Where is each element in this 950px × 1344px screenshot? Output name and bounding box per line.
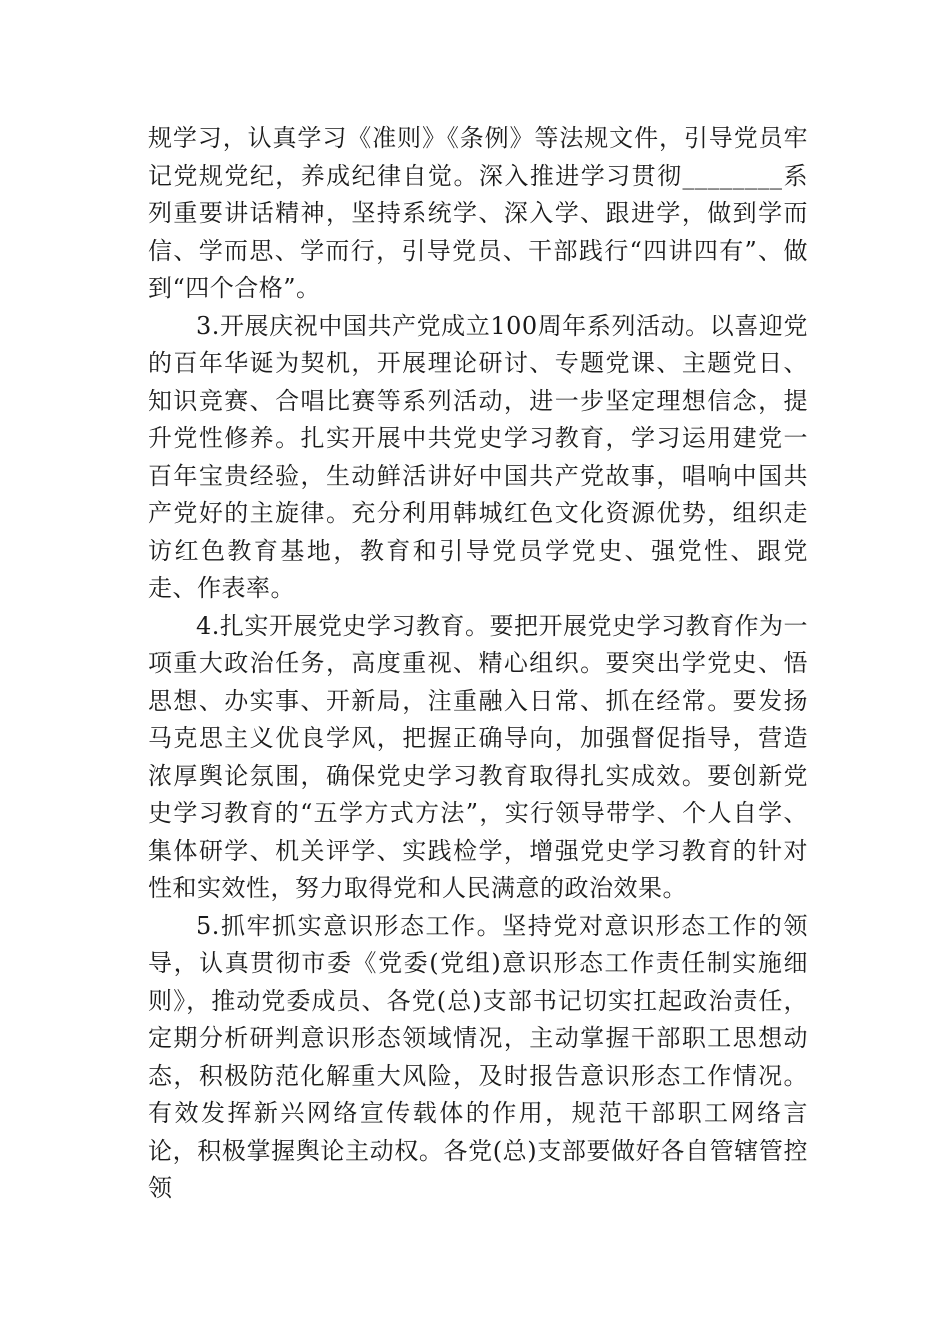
document-body: [148, 120, 808, 1208]
paragraph-continuation: 规学习，认真学习《准则》《条例》等法规文件，引导党员牢记党规党纪，养成纪律自觉。深入推进学习贯彻________系列重要讲话精神，坚持系统学、深入学、跟进学，做到学而信、学而思、学而行，引导党员、干部践行“四讲四有”、做到“四个合格”。: [148, 124, 808, 302]
paragraph-item-3: 3.开展庆祝中国共产党成立100周年系列活动。以喜迎党的百年华诞为契机，开展理论研讨、专题党课、主题党日、知识竞赛、合唱比赛等系列活动，进一步坚定理想信念，提升党性修养。扎实开展中共党史学习教育，学习运用建党一百年宝贵经验，生动鲜活讲好中国共产党故事，唱响中国共产党好的主旋律。充分利用韩城红色文化资源优势，组织走访红色教育基地，教育和引导党员学党史、强党性、跟党走、作表率。: [148, 311, 808, 602]
paragraph-item-5: 5.抓牢抓实意识形态工作。坚持党对意识形态工作的领导，认真贯彻市委《党委(党组)意识形态工作责任制实施细则》，推动党委成员、各党(总)支部书记切实扛起政治责任，定期分析研判意识形态领域情况，主动掌握干部职工思想动态，积极防范化解重大风险，及时报告意识形态工作情况。有效发挥新兴网络宣传载体的作用，规范干部职工网络言论，积极掌握舆论主动权。各党(总)支部要做好各自管辖管控领: [148, 911, 808, 1202]
paragraph-item-4: 4.扎实开展党史学习教育。要把开展党史学习教育作为一项重大政治任务，高度重视、精心组织。要突出学党史、悟思想、办实事、开新局，注重融入日常、抓在经常。要发扬马克思主义优良学风，把握正确导向，加强督促指导，营造浓厚舆论氛围，确保党史学习教育取得扎实成效。要创新党史学习教育的“五学方式方法”，实行领导带学、个人自学、集体研学、机关评学、实践检学，增强党史学习教育的针对性和实效性，努力取得党和人民满意的政治效果。: [148, 611, 808, 902]
